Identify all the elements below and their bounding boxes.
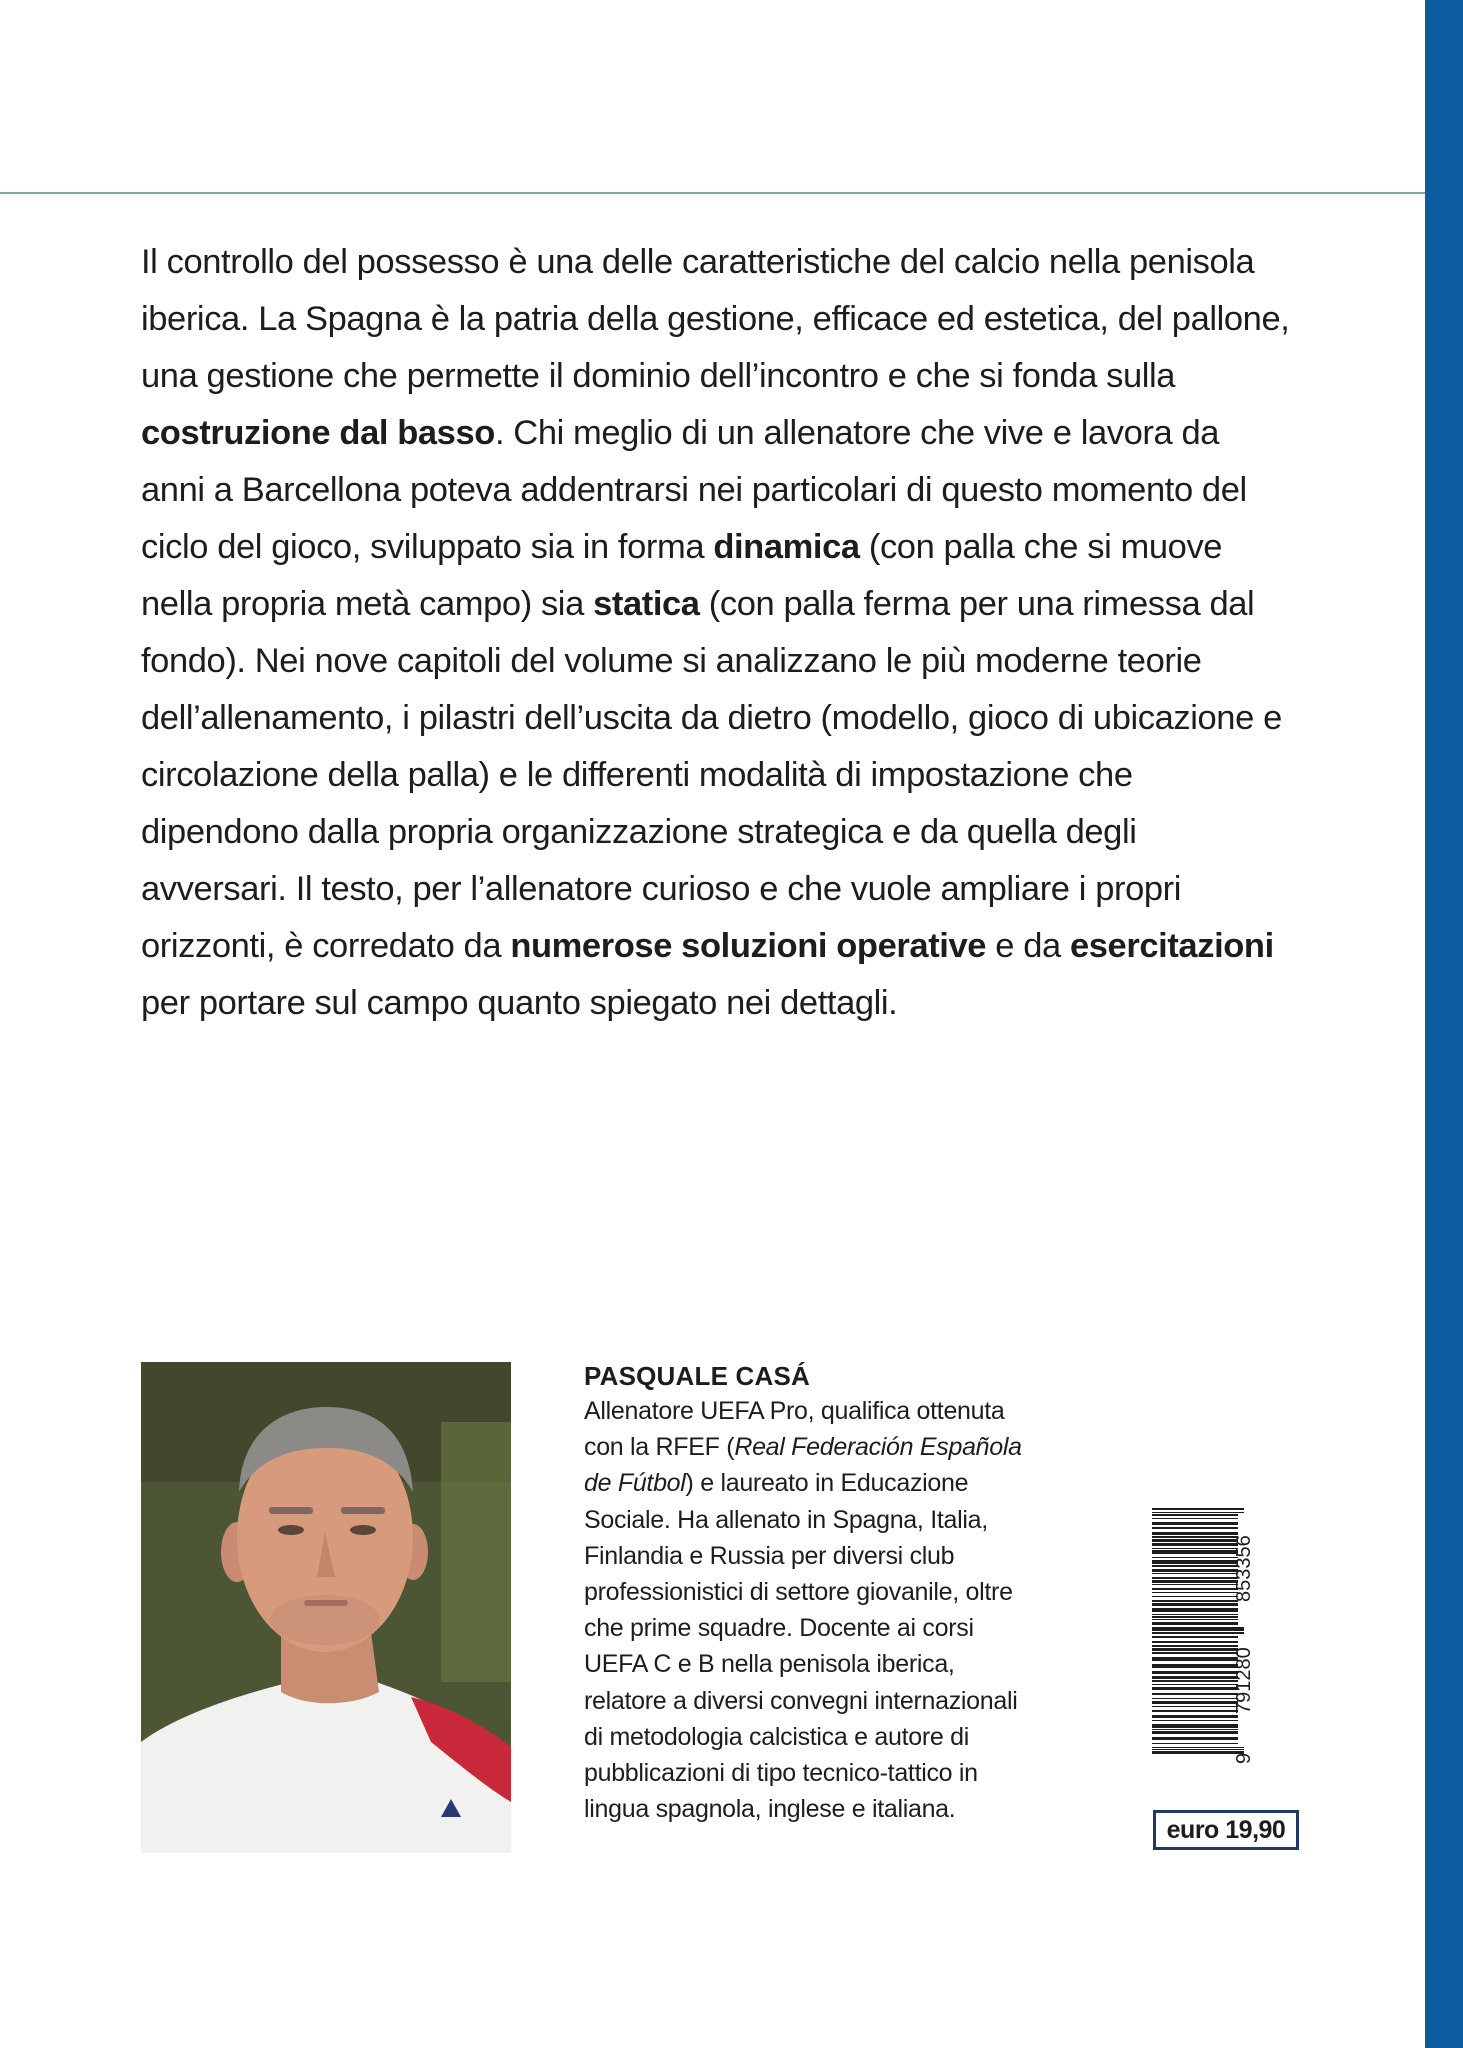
author-bio	[584, 1393, 1024, 1827]
barcode-bar	[1152, 1614, 1238, 1615]
spine-stripe	[1425, 0, 1463, 2048]
barcode-bar	[1152, 1747, 1244, 1748]
barcode-bar	[1152, 1737, 1238, 1740]
barcode-bar	[1152, 1701, 1238, 1704]
blurb-run: . Chi meglio di un allenatore che vive e lavora da anni a Barcellona poteva addentrarsi nei particolari di questo momento del ciclo del gioco, sviluppato sia in forma	[141, 414, 1247, 566]
blurb-bold-run: dinamica	[713, 528, 860, 566]
barcode-bar	[1152, 1512, 1244, 1513]
barcode-bar	[1152, 1641, 1238, 1643]
barcode-bar	[1152, 1603, 1238, 1606]
barcode-bar	[1152, 1550, 1238, 1554]
barcode-bar	[1152, 1584, 1238, 1585]
barcode-bar	[1152, 1600, 1238, 1602]
barcode-bar	[1152, 1648, 1238, 1651]
barcode-bar	[1152, 1724, 1238, 1728]
barcode-bar	[1152, 1664, 1238, 1668]
barcode-bar	[1152, 1608, 1238, 1612]
barcode-bar	[1152, 1543, 1238, 1546]
barcode-bar	[1152, 1619, 1238, 1620]
author-bio-run: Allenatore UEFA Pro, qualifica ottenuta con la RFEF (	[584, 1397, 1005, 1462]
barcode-bar	[1152, 1729, 1238, 1730]
blurb-bold-run: numerose soluzioni operative	[510, 927, 987, 965]
isbn-barcode	[1152, 1506, 1274, 1766]
barcode-bar	[1152, 1596, 1238, 1597]
barcode-bar	[1152, 1680, 1238, 1682]
blurb-run: per portare sul campo quanto spiegato nei dettagli.	[141, 984, 898, 1022]
blurb-run: (con palla che si muove nella propria metà campo) sia	[141, 528, 1223, 623]
blurb-paragraph	[141, 234, 1291, 1032]
blurb-bold-run: statica	[593, 585, 700, 623]
author-bio-run: ) e laureato in Educazione Sociale. Ha allenato in Spagna, Italia, Finlandia e Russia per diversi club professionistici di settore giovanile, oltre che prime squadre. Docente ai corsi UEFA C e B nella penisola iberica, relatore a diversi convegni internazionali di metodologia calcistica e autore di pubblicazioni di tipo tecnico-tattico in lingua spagnola, inglese e italiana.	[584, 1469, 1018, 1824]
barcode-bar	[1152, 1560, 1238, 1564]
author-bio-italic-run: Real Federación Española de Fútbol	[584, 1433, 1022, 1498]
barcode-bar	[1152, 1569, 1238, 1572]
barcode-bar	[1152, 1632, 1244, 1634]
barcode-bar	[1152, 1539, 1238, 1542]
blurb-run: e da	[986, 927, 1070, 965]
barcode-bar	[1152, 1548, 1238, 1549]
barcode-bar	[1152, 1645, 1238, 1647]
blurb-bold-run: costruzione dal basso	[141, 414, 495, 452]
barcode-bar	[1152, 1693, 1238, 1695]
barcode-digits-right: 853356	[1233, 1535, 1255, 1602]
barcode-bar	[1152, 1573, 1238, 1574]
barcode-bar	[1152, 1518, 1238, 1519]
blurb-run: Il controllo del possesso è una delle caratteristiche del calcio nella penisola iberica. La Spagna è la patria della gestione, efficace ed estetica, del pallone, una gestione che permette il dominio dell’incontro e che si fonda sulla	[141, 243, 1290, 395]
barcode-bar	[1152, 1557, 1238, 1558]
top-divider	[0, 192, 1425, 194]
barcode-bar	[1152, 1652, 1238, 1654]
barcode-bar	[1152, 1588, 1238, 1590]
author-name: PASQUALE CASÁ	[584, 1361, 811, 1391]
barcode-bar	[1152, 1565, 1238, 1567]
author-photo	[141, 1362, 511, 1853]
barcode-bar	[1152, 1749, 1244, 1750]
price-box: euro 19,90	[1153, 1810, 1299, 1850]
barcode-bar	[1152, 1580, 1238, 1583]
barcode-digit-first: 9	[1233, 1752, 1255, 1764]
barcode-bar	[1152, 1687, 1238, 1690]
barcode-bar	[1152, 1636, 1238, 1638]
barcode-bar	[1152, 1671, 1238, 1674]
barcode-bar	[1152, 1508, 1244, 1510]
barcode-bar	[1152, 1710, 1238, 1712]
barcode-bar	[1152, 1743, 1238, 1744]
barcode-bar	[1152, 1676, 1238, 1679]
back-cover-blurb	[141, 234, 1291, 1032]
barcode-bar	[1152, 1527, 1238, 1529]
barcode-bar	[1152, 1657, 1238, 1661]
barcode-bar	[1152, 1684, 1238, 1685]
barcode-bar	[1152, 1706, 1238, 1707]
barcode-bar	[1152, 1622, 1238, 1625]
barcode-bar	[1152, 1715, 1238, 1718]
barcode-bar	[1152, 1536, 1238, 1538]
blurb-bold-run: esercitazioni	[1069, 927, 1274, 965]
barcode-bar	[1152, 1731, 1238, 1734]
barcode-bar	[1152, 1532, 1238, 1535]
barcode-bar	[1152, 1720, 1238, 1721]
barcode-bar	[1152, 1751, 1244, 1754]
barcode-bar	[1152, 1698, 1238, 1699]
barcode-bar	[1152, 1522, 1238, 1525]
barcode-bar	[1152, 1592, 1238, 1593]
author-bio-paragraph	[584, 1393, 1024, 1827]
barcode-bar	[1152, 1514, 1238, 1516]
barcode-digits-left: 791280	[1233, 1647, 1255, 1714]
barcode-bar	[1152, 1577, 1238, 1579]
blurb-run: (con palla ferma per una rimessa dal fondo). Nei nove capitoli del volume si analizzano le più moderne teorie dell’allenamento, i pilastri dell’uscita da dietro (modello, gioco di ubicazione e circolazione della palla) e le differenti modalità di impostazione che dipendono dalla propria organizzazione strategica e da quella degli avversari. Il testo, per l’allenatore curioso e che vuole ampliare i propri orizzonti, è corredato da	[141, 585, 1282, 965]
barcode-bar	[1152, 1616, 1238, 1618]
barcode-bar	[1152, 1627, 1244, 1631]
